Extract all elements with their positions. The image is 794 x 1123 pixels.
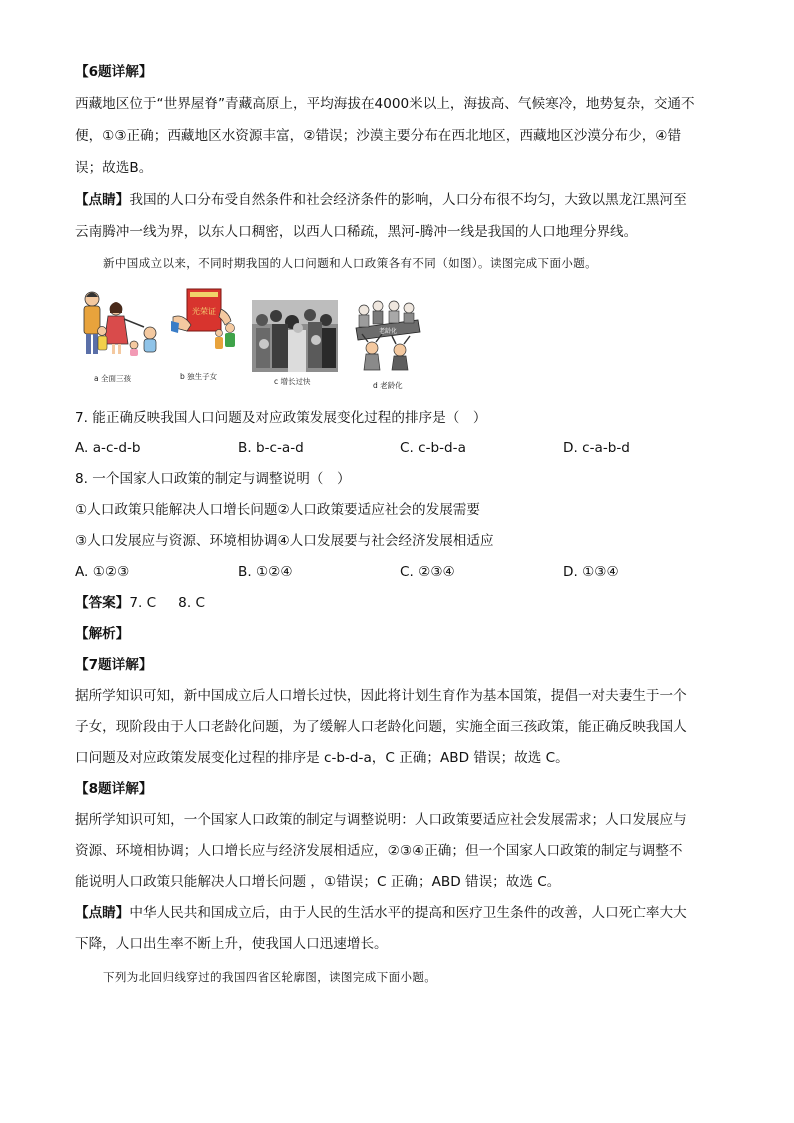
note-1-line-2: 云南腾冲一线为界，以东人口稠密，以西人口稀疏，黑河-腾冲一线是我国的人口地理分界线。 [75,224,638,240]
answer-line [75,593,205,613]
q8-statement-2: ③人口发展应与资源、环境相协调④人口发展要与社会经济发展相适应 [75,533,494,549]
book-text: 光荣证 [192,307,216,316]
figure-a-three-child-image [78,287,166,369]
q8-stem: 8. 一个国家人口政策的制定与调整说明（ ） [75,471,351,487]
intro-1: 新中国成立以来，不同时期我国的人口问题和人口政策各有不同（如图）。读图完成下面小题。 [103,256,598,270]
q6-line-3: 误；故选B。 [75,160,153,176]
q8-detail-line-1: 据所学知识可知，一个国家人口政策的制定与调整说明：人口政策要适应社会发展需求；人口发展应与 [75,812,687,828]
q7-detail-line-1: 据所学知识可知，新中国成立后人口增长过快，因此将计划生育作为基本国策，提倡一对夫妻生于一个 [75,688,687,704]
q7-option-a: A. a-c-d-b [75,440,141,456]
q8-detail-heading: 【8题详解】 [75,781,153,797]
note-1-line-1 [75,190,687,210]
q8-option-a: A. ①②③ [75,564,130,580]
caption-c: c 增长过快 [274,377,311,386]
answer-label: 【答案】 [75,595,130,611]
q6-line-2: 便，①③正确；西藏地区水资源丰富，②错误；沙漠主要分布在西北地区，西藏地区沙漠分布少，④错 [75,128,682,144]
q7-detail-line-2: 子女，现阶段由于人口老龄化问题，为了缓解人口老龄化问题，实施全面三孩政策，能正确反映我国人 [75,719,687,735]
answer-7: 7. C [129,595,157,611]
caption-d: d 老龄化 [373,381,403,390]
note-label: 【点睛】 [75,192,130,208]
intro-2: 下列为北回归线穿过的我国四省区轮廓图，读图完成下面小题。 [103,970,437,984]
q7-option-b: B. b-c-a-d [238,440,304,456]
q8-detail-line-2: 资源、环境相协调；人口增长应与经济发展相适应，②③④正确；但一个国家人口政策的制定与调整不 [75,843,683,859]
figure-c-rapid-growth-image [252,300,338,372]
q6-line-1: 西藏地区位于“世界屋脊”青藏高原上，平均海拔在4000米以上，海拔高、气候寒冷，地势复杂，交通不 [75,96,695,112]
q8-option-d: D. ①③④ [563,564,619,580]
figure-d-aging-image [346,296,428,378]
caption-a: a 全面三孩 [94,374,131,383]
note-1-text: 我国的人口分布受自然条件和社会经济条件的影响，人口分布很不均匀，大致以黑龙江黑河至 [129,192,687,208]
answer-8: 8. C [178,595,205,611]
note-label: 【点睛】 [75,905,130,921]
analysis-heading: 【解析】 [75,626,130,642]
q6-heading: 【6题详解】 [75,64,153,80]
q8-statement-1: ①人口政策只能解决人口增长问题②人口政策要适应社会的发展需要 [75,502,480,518]
plate-text: 老龄化 [378,328,398,335]
caption-b: b 独生子女 [180,372,218,381]
q8-option-b: B. ①②④ [238,564,293,580]
figure-b-one-child-image [171,287,241,369]
q7-detail-line-3: 口问题及对应政策发展变化过程的排序是 c-b-d-a，C 正确；ABD 错误；故选 C。 [75,750,569,766]
note-2-line-1 [75,903,687,923]
q7-stem: 7. 能正确反映我国人口问题及对应政策发展变化过程的排序是（ ） [75,410,487,426]
q8-option-c: C. ②③④ [400,564,455,580]
q7-option-d: D. c-a-b-d [563,440,630,456]
note-2-text: 中华人民共和国成立后，由于人民的生活水平的提高和医疗卫生条件的改善，人口死亡率大大 [129,905,687,921]
q7-option-c: C. c-b-d-a [400,440,466,456]
note-2-line-2: 下降，人口出生率不断上升，使我国人口迅速增长。 [75,936,388,952]
q8-detail-line-3: 能说明人口政策只能解决人口增长问题 ，①错误；C 正确；ABD 错误；故选 C。 [75,874,561,890]
q7-detail-heading: 【7题详解】 [75,657,153,673]
